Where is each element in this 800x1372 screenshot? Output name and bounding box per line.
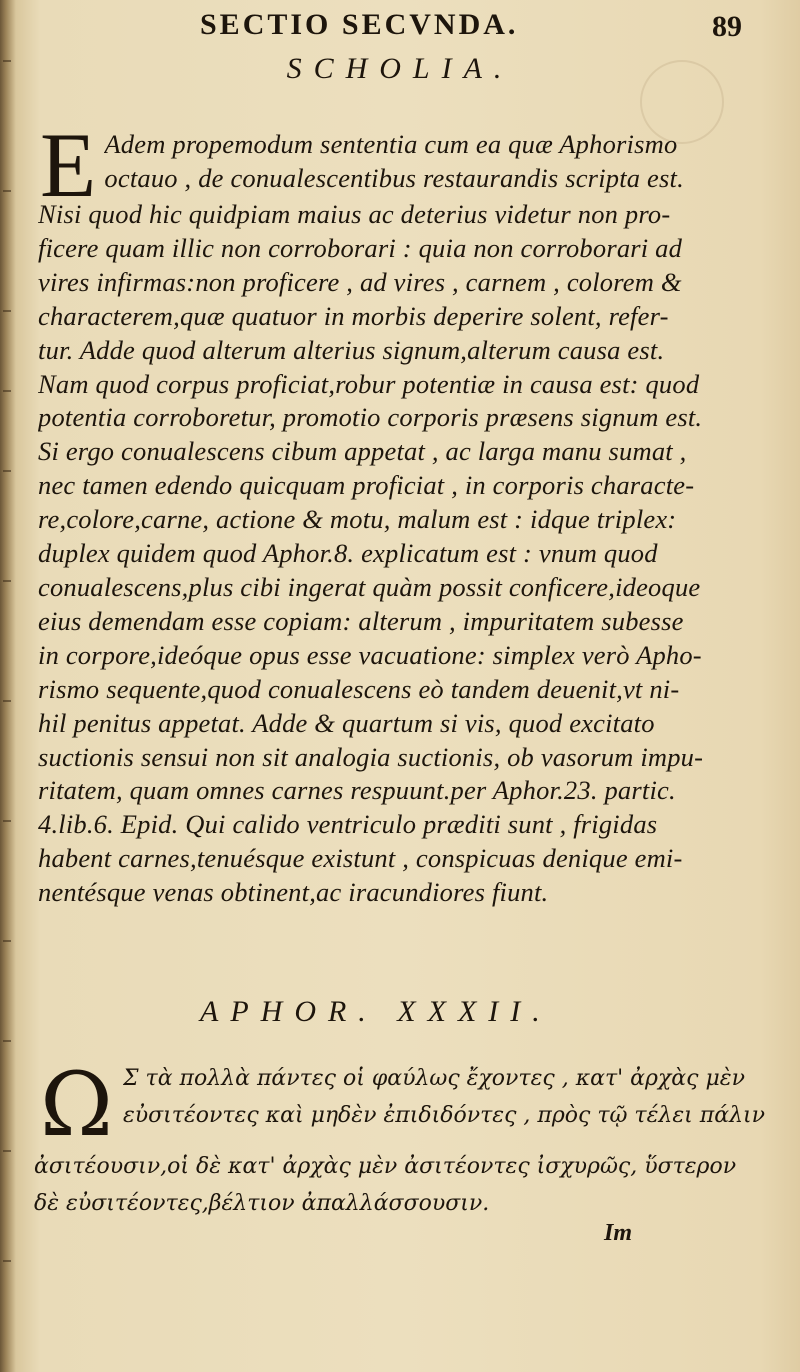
catchword: Im [604, 1220, 633, 1246]
text-line: 4.lib.6. Epid. Qui calido ventriculo præditi sunt , frigidas [38, 809, 658, 840]
text-line: nec tamen edendo quicquam proficiat , in corporis characte- [38, 470, 695, 501]
drop-cap: E [40, 114, 97, 216]
text-line: octauo , de conualescentibus restaurandis scripta est. [104, 162, 684, 193]
text-line: tur. Adde quod alterum alterius signum,alterum causa est. [38, 334, 665, 365]
text-line: vires infirmas:non proficere , ad vires , carnem , colorem & [38, 266, 682, 297]
aphorism-greek-text [34, 1053, 774, 1222]
text-line: habent carnes,tenuésque existunt , conspicuas denique emi- [38, 843, 683, 874]
text-line: re,colore,carne, actione & motu, malum est : idque triplex: [38, 504, 677, 535]
text-line: ritatem, quam omnes carnes respuunt.per Aphor.23. partic. [38, 775, 676, 806]
greek-line: εὐσιτέοντες καὶ μηδὲν ἐπιδιδόντες , πρὸς τῷ τέλει πάλιν [122, 1103, 766, 1128]
text-line: duplex quidem quod Aphor.8. explicatum est : vnum quod [38, 538, 658, 569]
text-line: conualescens,plus cibi ingerat quàm possit conficere,ideoque [38, 571, 701, 602]
text-line: nentésque venas obtinent,ac iracundiores fiunt. [38, 877, 549, 908]
text-line: suctionis sensui non sit analogia suctionis, ob vasorum impu- [38, 741, 704, 772]
text-line: Nam quod corpus proficiat,robur potentiæ in causa est: quod [38, 368, 700, 399]
scholia-text [38, 114, 768, 910]
text-line: ficere quam illic non corroborari : quia non corroborari ad [38, 232, 683, 263]
text-line: hil penitus appetat. Adde & quartum si vis, quod excitato [38, 707, 655, 738]
running-head: SECTIO SECVNDA. [200, 8, 519, 41]
gutter-shadow [0, 60, 14, 1360]
greek-drop-cap: Ω [40, 1053, 113, 1156]
greek-line: ἀσιτέουσιν,οἱ δὲ κατ' ἀρχὰς μὲν ἀσιτέοντες ἰσχυρῶς, ὕστερον [34, 1154, 737, 1179]
text-line: Adem propemodum sententia cum ea quæ Aphorismo [104, 129, 678, 159]
section-title: SCHOLIA. [286, 52, 514, 85]
page-number: 89 [712, 10, 742, 43]
aphorism-heading: APHOR. XXXII. [200, 995, 552, 1028]
text-line: Nisi quod hic quidpiam maius ac deterius videtur non pro- [38, 199, 671, 229]
text-line: potentia corroboretur, promotio corporis præsens signum est. [38, 402, 703, 433]
greek-line: Σ τὰ πολλὰ πάντες οἱ φαύλως ἔχοντες , κατ' ἀρχὰς μὲν [122, 1066, 745, 1091]
text-line: characterem,quæ quatuor in morbis deperire solent, refer- [38, 300, 669, 331]
text-line: Si ergo conualescens cibum appetat , ac larga manu sumat , [38, 436, 687, 467]
text-line: eius demendam esse copiam: alterum , impuritatem subesse [38, 605, 684, 636]
text-line: in corpore,ideóque opus esse vacuatione: simplex verò Apho- [38, 639, 702, 670]
text-line: rismo sequente,quod conualescens eò tandem deuenit,vt ni- [38, 673, 680, 704]
page-header [0, 4, 800, 48]
greek-line: δὲ εὐσιτέοντες,βέλτιον ἀπαλλάσσουσιν. [34, 1191, 490, 1216]
